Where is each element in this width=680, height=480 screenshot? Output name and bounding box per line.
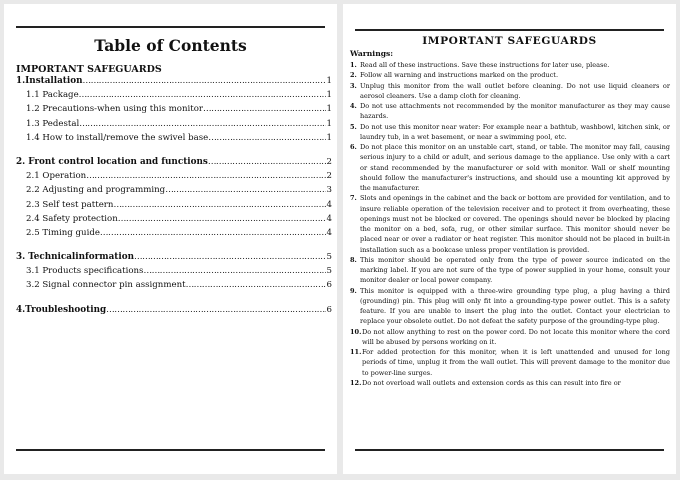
toc-entry-page-number: 4 [326, 213, 332, 224]
dot-leader [79, 90, 326, 100]
toc-section [16, 305, 332, 319]
toc-subtitle: IMPORTANT SAFEGUARDS [16, 64, 162, 75]
toc-section-page-number: 6 [326, 304, 332, 315]
toc-entry-label: 1.4 How to install/remove the swivel base [26, 132, 209, 143]
top-rule [355, 29, 664, 31]
warning-number: 4. [350, 102, 357, 110]
toc-entry-page-number: 4 [326, 227, 332, 238]
dot-leader [86, 171, 325, 181]
warning-number: 8. [350, 255, 357, 264]
warning-item [350, 286, 670, 327]
toc-section-page-number: 1 [326, 76, 332, 86]
warning-number: 6. [350, 143, 357, 151]
warning-text: Do not use attachments not recommended by the monitor manufacturer as they may cause hazards. [360, 102, 670, 121]
toc-entry-label: 1.3 Pedestal [26, 118, 80, 129]
warning-text: Unplug this monitor from the wall outlet before cleaning. Do not use liquid cleaners or aerosol cleaners. Use a damp cloth for cleaning. [360, 81, 670, 100]
warning-text: Do not allow anything to rest on the power cord. Do not locate this monitor where the cord will be abused by persons working on it. [362, 327, 670, 346]
toc-spacer [16, 147, 332, 157]
dot-leader [106, 305, 325, 315]
toc-entry-page-number: 4 [326, 199, 332, 210]
warnings-label: Warnings: [350, 49, 394, 58]
warning-text: For added protection for this monitor, when it is left unattended and unused for long periods of time, unplug it from the wall outlet. This will prevent damage to the monitor due to power-line surges. [362, 348, 670, 377]
warning-text: Do not place this monitor on an unstable cart, stand, or table. The monitor may fall, causing serious injury to a child or adult, and serious damage to the appliance. Use only with a cart or stand recommended by the manufacturer or sold with monitor. Wall or shelf mounting should follow the manufacturer's instructions, and should use a mounting kit approved by the manufacturer. [360, 143, 670, 192]
safeguards-title: IMPORTANT SAFEGUARDS [422, 35, 597, 47]
warnings-list [350, 60, 670, 388]
dot-leader [143, 266, 325, 276]
warning-text: Follow all warning and instructions marked on the product. [360, 71, 559, 80]
toc-entry [16, 228, 332, 242]
warning-text: Read all of these instructions. Save these instructions for later use, please. [360, 61, 610, 69]
toc-entry-page-number: 1 [326, 132, 332, 143]
dot-leader [165, 185, 325, 195]
warning-number: 5. [350, 122, 357, 131]
toc-entry-label: 2.5 Timing guide [26, 227, 100, 238]
warning-item [350, 378, 670, 388]
warning-number: 2. [350, 71, 357, 80]
warning-text: Slots and openings in the cabinet and the back or bottom are provided for ventilation, and to insure reliable operation of the television receiver and to protect it from overheating, these openings must not be blocked or covered. The openings should never be blocked by placing the monitor on a bed, sofa, rug, or other similar surface. This monitor should never be placed near or over a radiator or heat register. This monitor should not be placed in built-in installation such as a bookcase unless proper ventilation is provided. [360, 194, 670, 254]
warning-number: 7. [350, 194, 357, 203]
toc-section-label: 4.Troubleshooting [16, 304, 107, 315]
warning-number: 1. [350, 61, 357, 69]
toc-entry-page-number: 3 [326, 185, 332, 196]
dot-leader [134, 252, 326, 262]
toc-spacer [16, 242, 332, 252]
warning-number: 10. [350, 327, 362, 336]
dot-leader [208, 157, 326, 167]
toc-entry-label: 1.2 Precautions-when using this monitor [26, 104, 203, 115]
toc-section [16, 76, 332, 90]
toc-entry [16, 133, 332, 147]
warning-item [350, 60, 670, 70]
toc-entry [16, 119, 332, 133]
toc-entry-label: 2.2 Adjusting and programming [26, 185, 166, 196]
toc-section-label: 1.Installation [16, 76, 83, 86]
dot-leader [203, 104, 326, 114]
warning-number: 9. [350, 286, 357, 295]
bottom-rule [16, 449, 325, 451]
toc-section-label: 2. Front control location and functions [16, 156, 208, 167]
toc-entry [16, 171, 332, 185]
warning-item [350, 193, 670, 255]
warning-item [350, 327, 670, 348]
toc-entry-page-number: 2 [326, 171, 332, 182]
warning-text: Do not use this monitor near water: For example near a bathtub, washbowl, kitchen sink, or laundry tub, in a wet basement, or near a swimming pool, etc. [360, 122, 670, 141]
toc-entry-label: 3.1 Products specifications [26, 266, 144, 277]
warning-item [350, 122, 670, 143]
bottom-rule [355, 449, 664, 451]
toc-entry-label: 2.3 Self test pattern [26, 199, 114, 210]
warning-text: This monitor should be operated only from the type of power source indicated on the marking label. If you are not sure of the type of power supplied in your home, consult your monitor dealer or local power company. [360, 255, 670, 285]
toc-entry [16, 266, 332, 280]
toc-entry-page-number: 6 [326, 280, 332, 291]
toc-section [16, 252, 332, 266]
toc-section-page-number: 5 [326, 252, 332, 263]
toc-entry-page-number: 1 [326, 104, 332, 115]
warning-number: 3. [350, 81, 357, 90]
toc-entry-page-number: 1 [326, 90, 332, 101]
warning-text: Do not overload wall outlets and extension cords as this can result into fire or [362, 378, 621, 387]
warning-text: This monitor is equipped with a three-wire grounding type plug, a plug having a third (grounding) pin. This plug will only fit into a grounding-type power outlet. This is a safety feature. If you are unable to insert the plug into the outlet. Contact your electrician to replace your obsolete outlet. Do not defeat the safety purpose of the grounding-type plug. [360, 286, 670, 326]
warning-item [350, 70, 670, 80]
warning-item [350, 347, 670, 378]
toc-spacer [16, 295, 332, 305]
toc-entry [16, 214, 332, 228]
toc-entry-label: 1.1 Package [26, 90, 79, 101]
dot-leader [118, 214, 326, 224]
toc-entry [16, 280, 332, 294]
toc-entry [16, 185, 332, 199]
toc-entry [16, 104, 332, 118]
dot-leader [79, 119, 325, 129]
toc-page [4, 4, 337, 474]
toc-section-page-number: 2 [326, 156, 332, 167]
toc-section-label: 3. Technicalinformation [16, 252, 134, 263]
dot-leader [82, 76, 325, 86]
dot-leader [186, 280, 326, 290]
toc-list [16, 76, 332, 319]
toc-section [16, 157, 332, 171]
page-title: Table of Contents [94, 36, 247, 55]
warning-item [350, 81, 670, 102]
dot-leader [113, 200, 325, 210]
toc-entry-page-number: 1 [326, 118, 332, 129]
warning-item [350, 101, 670, 122]
toc-entry-label: 2.1 Operation [26, 171, 87, 182]
toc-entry-page-number: 5 [326, 266, 332, 277]
warning-item [350, 255, 670, 286]
safeguards-page [343, 4, 676, 474]
toc-entry [16, 200, 332, 214]
top-rule [16, 26, 325, 28]
dot-leader [208, 133, 325, 143]
warning-item [350, 142, 670, 193]
warning-number: 11. [350, 348, 362, 356]
toc-entry-label: 2.4 Safety protection [26, 213, 118, 224]
toc-entry-label: 3.2 Signal connector pin assignment [26, 280, 186, 291]
toc-entry [16, 90, 332, 104]
warning-number: 12. [350, 378, 362, 387]
dot-leader [100, 228, 326, 238]
